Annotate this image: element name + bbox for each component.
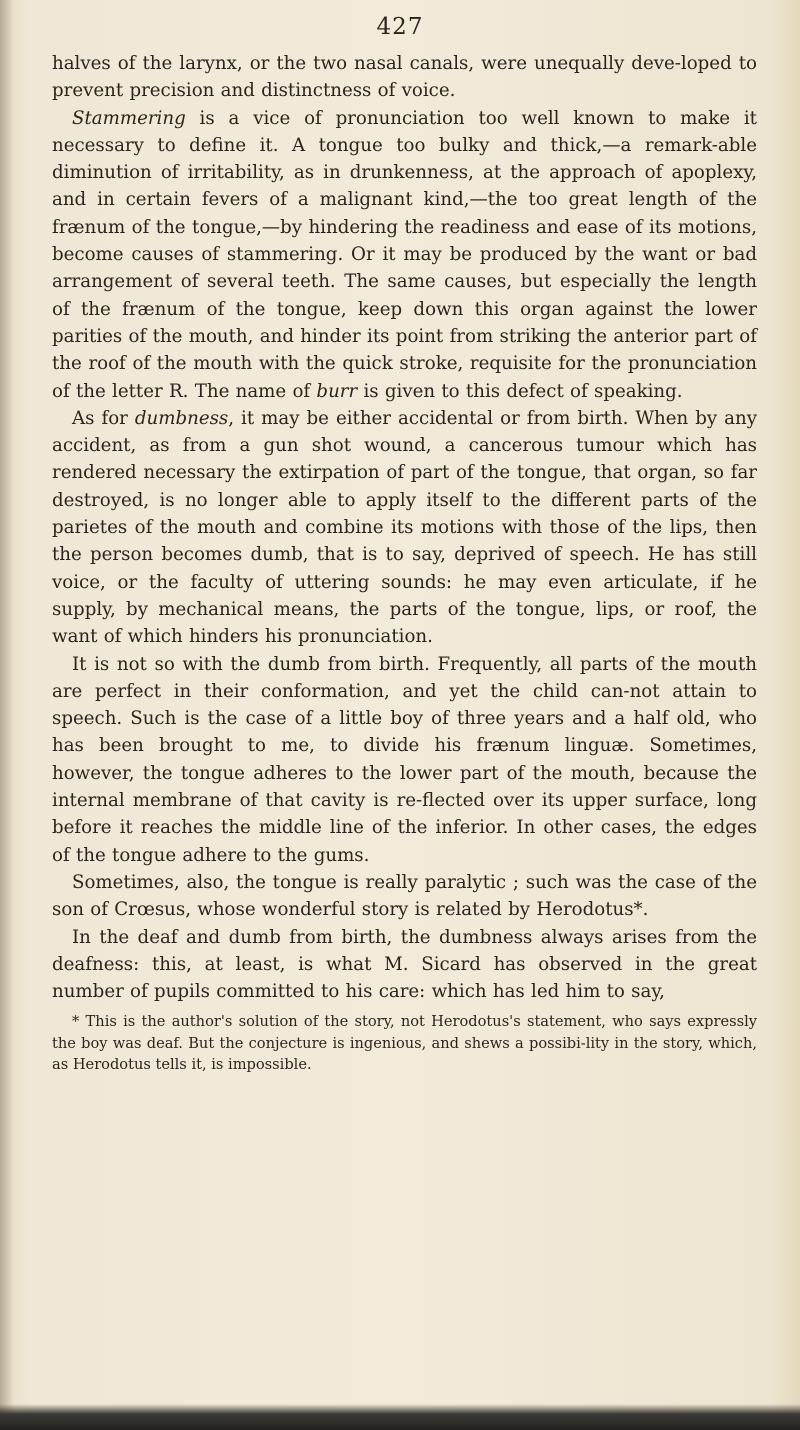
footnote: * This is the author's solution of the story, not Herodotus's statement, who says expressly the boy was deaf. But the conjecture is ingenious, and shews a possibi-lity in the story, which, as Herodotus tells it, is impossible.: [52, 1013, 757, 1073]
spine-shadow: [0, 0, 14, 1430]
paragraph: [52, 924, 757, 1006]
paragraph: [52, 50, 757, 105]
paragraph: [52, 869, 757, 924]
paragraph: [52, 105, 757, 405]
italic-term: dumbness: [134, 407, 229, 429]
paragraph-text: halves of the larynx, or the two nasal canals, were unequally deve-loped to prevent precision and distinctness of voice.: [52, 53, 757, 102]
paragraph-text: , it may be either accidental or from birth. When by any accident, as from a gun shot wound, a cancerous tumour which has rendered necessary the extirpation of part of the tongue, that organ, so far destroyed, is no longer able to apply itself to the different parts of the parietes of the mouth and combine its motions with those of the lips, then the person becomes dumb, that is to say, deprived of speech. He has still voice, or the faculty of uttering sounds: he may even articulate, if he supply, by mechanical means, the parts of the tongue, lips, or roof, the want of which hinders his pronunciation.: [52, 407, 758, 648]
page-number: 427: [376, 14, 424, 40]
page-bottom-edge: [0, 1404, 800, 1430]
paragraph-text: In the deaf and dumb from birth, the dumbness always arises from the deafness: this, at least, is what M. Sicard has observed in the great number of pupils committed to his care: which has led him to say,: [52, 926, 757, 1003]
paragraph-text: is given to this defect of speaking.: [357, 380, 683, 402]
italic-term: burr: [316, 380, 358, 402]
paragraph: [52, 651, 757, 869]
footnotes: [52, 1011, 757, 1076]
body-text: [52, 50, 757, 1005]
paragraph-text: is a vice of pronunciation too well known to make it necessary to define it. A tongue too bulky and thick,—a remark-able diminution of irritability, as in drunkenness, at the approach of apoplexy, and in certain fevers of a malignant kind,—the too great length of the frænum of the tongue,—by hindering the readiness and ease of its motions, become causes of stammering. Or it may be produced by the want or bad arrangement of several teeth. The same causes, but especially the length of the frænum of the tongue, keep down this organ against the lower parities of the mouth, and hinder its point from striking the anterior part of the roof of the mouth with the quick stroke, requisite for the pronunciation of the letter R. The name of: [52, 107, 757, 402]
paragraph-text: It is not so with the dumb from birth. Frequently, all parts of the mouth are perfect in their conformation, and yet the child can-not attain to speech. Such is the case of a little boy of three years and a half old, who has been brought to me, to divide his frænum linguæ. Sometimes, however, the tongue adheres to the lower part of the mouth, because the internal membrane of that cavity is re-flected over its upper surface, long before it reaches the middle line of the inferior. In other cases, the edges of the tongue adhere to the gums.: [52, 653, 757, 866]
italic-term: Stammering: [72, 107, 186, 129]
paragraph: [52, 405, 757, 651]
paragraph-text: Sometimes, also, the tongue is really paralytic ; such was the case of the son of Crœsus, whose wonderful story is related by Herodotus*.: [52, 871, 757, 921]
paragraph-text: As for: [72, 407, 135, 429]
